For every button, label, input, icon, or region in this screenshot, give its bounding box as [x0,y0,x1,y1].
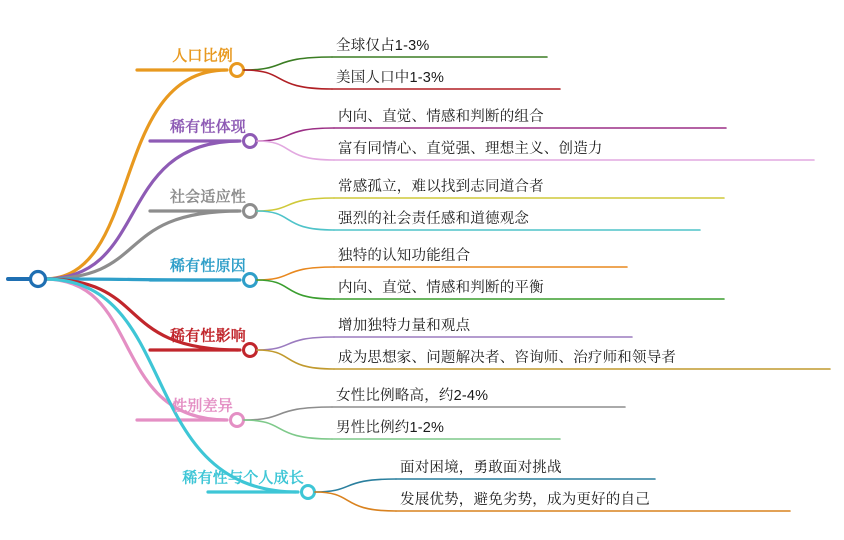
leaf-label: 增加独特力量和观点 [338,318,471,334]
leaf-label: 内向、直觉、情感和判断的组合 [338,109,544,125]
branch-label: 稀有性影响 [169,327,246,345]
leaf-connector [315,479,396,492]
leaf-label: 发展优势，避免劣势，成为更好的自己 [400,492,650,508]
leaf-connector [257,267,334,280]
branch-label: 人口比例 [172,47,233,65]
branch-label: 稀有性体现 [169,118,246,136]
leaf-connector [257,141,334,160]
leaf-connector [257,337,334,350]
leaf-connector [244,70,332,89]
leaf-label: 内向、直觉、情感和判断的平衡 [338,280,544,296]
leaf-connector [244,407,332,420]
leaf-label: 面对困境，勇敢面对挑战 [400,460,562,476]
branch-label: 社会适应性 [169,188,246,206]
branch-label: 性别差异 [172,397,233,415]
leaf-label: 美国人口中1-3% [336,70,445,86]
leaf-connector [257,128,334,141]
leaf-connector [244,420,332,439]
branch-label: 稀有性原因 [169,257,246,275]
leaf-label: 男性比例约1-2% [336,420,445,436]
branch-label: 稀有性与个人成长 [182,469,304,487]
leaf-connector [257,350,334,369]
leaf-label: 强烈的社会责任感和道德观念 [338,211,530,227]
leaf-label: 常感孤立，难以找到志同道合者 [338,179,544,195]
leaf-label: 女性比例略高，约2-4% [336,388,489,404]
branch-trunk [44,279,298,492]
leaf-label: 全球仅占1-3% [336,38,430,54]
leaf-label: 富有同情心、直觉强、理想主义、创造力 [338,141,603,157]
leaf-connector [244,57,332,70]
leaf-connector [257,280,334,299]
leaf-label: 成为思想家、问题解决者、咨询师、治疗师和领导者 [338,350,677,366]
branch-trunk [44,70,227,279]
leaf-connector [257,198,334,211]
leaf-connector [257,211,334,230]
leaf-connector [315,492,396,511]
leaf-label: 独特的认知功能组合 [338,248,471,264]
root-node[interactable] [31,272,46,287]
